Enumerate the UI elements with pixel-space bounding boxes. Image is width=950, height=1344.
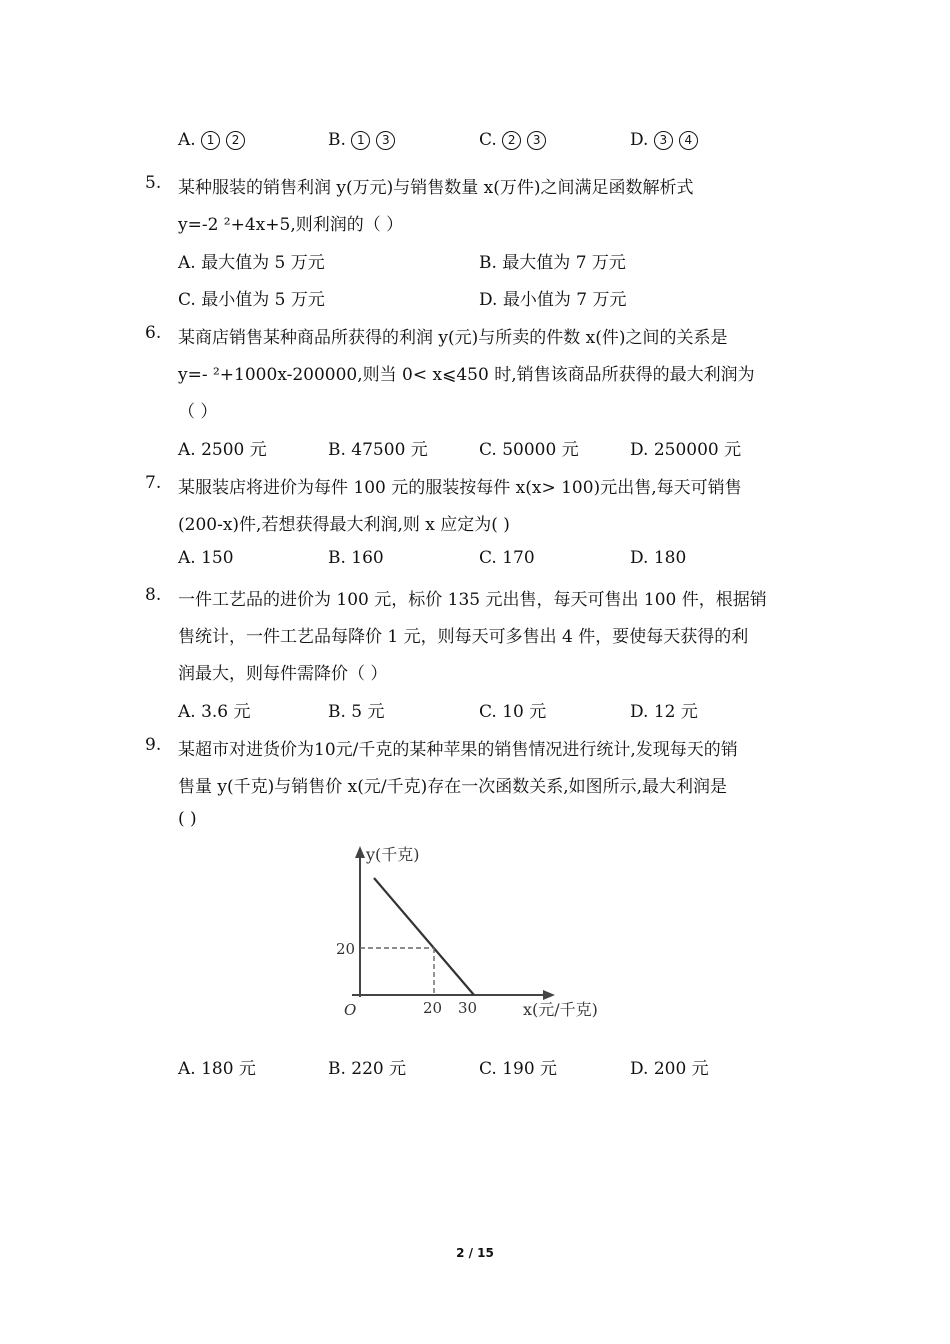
q8-option-b: B. 5 元 [328, 702, 385, 722]
q9-option-a: A. 180 元 [178, 1059, 256, 1079]
q9-number: 9. [145, 735, 162, 755]
x-tick-20: 20 [423, 999, 443, 1017]
option-letter: C. [479, 130, 497, 150]
circled-number: 3 [654, 131, 673, 150]
q4-option-b [328, 130, 401, 150]
q6-option-a: A. 2500 元 [178, 440, 267, 460]
q5-number: 5. [145, 173, 162, 193]
q6-option-c: C. 50000 元 [479, 440, 579, 460]
circled-number: 3 [527, 131, 546, 150]
option-letter: A. [178, 130, 196, 150]
x-tick-30: 30 [458, 999, 478, 1017]
sales-line [374, 878, 474, 995]
circled-number: 1 [351, 131, 370, 150]
circled-number: 4 [679, 131, 698, 150]
q9-stem-line3: ( ) [178, 809, 197, 829]
q5-option-b: B. 最大值为 7 万元 [479, 253, 626, 273]
q7-option-d: D. 180 [630, 548, 687, 568]
q5-option-c: C. 最小值为 5 万元 [178, 290, 325, 310]
q9-stem-line2: 售量 y(千克)与销售价 x(元/千克)存在一次函数关系,如图所示,最大利润是 [178, 777, 728, 797]
q6-stem-line3: （ ） [178, 402, 218, 422]
circled-number: 2 [226, 131, 245, 150]
q7-option-a: A. 150 [178, 548, 234, 568]
q8-stem-line3: 润最大，则每件需降价（ ） [178, 664, 388, 684]
q7-option-b: B. 160 [328, 548, 384, 568]
q9-option-d: D. 200 元 [630, 1059, 709, 1079]
x-axis-label: x(元/千克) [523, 1000, 598, 1019]
circled-number: 1 [201, 131, 220, 150]
q8-option-a: A. 3.6 元 [178, 702, 251, 722]
q4-option-d [630, 130, 704, 150]
q6-option-d: D. 250000 元 [630, 440, 742, 460]
q8-option-d: D. 12 元 [630, 702, 698, 722]
option-letter: B. [328, 130, 346, 150]
q7-option-c: C. 170 [479, 548, 535, 568]
q9-option-b: B. 220 元 [328, 1059, 407, 1079]
q9-stem-line1: 某超市对进货价为10元/千克的某种苹果的销售情况进行统计,发现每天的销 [178, 740, 738, 760]
q4-option-c [479, 130, 552, 150]
q8-stem-line1: 一件工艺品的进价为 100 元，标价 135 元出售，每天可售出 100 件，根据销 [178, 590, 767, 610]
q5-stem-line2: y=-2 ²+4x+5,则利润的（ ） [178, 215, 404, 235]
q9-option-c: C. 190 元 [479, 1059, 558, 1079]
circled-number: 3 [376, 131, 395, 150]
q4-option-a [178, 130, 251, 150]
q6-number: 6. [145, 323, 162, 343]
page-number: 2 / 15 [456, 1246, 494, 1260]
q6-stem-line2: y=- ²+1000x-200000,则当 0< x⩽450 时,销售该商品所获得的最大利润为 [178, 365, 755, 385]
q8-number: 8. [145, 585, 162, 605]
y-tick-20: 20 [336, 940, 356, 958]
q5-option-d: D. 最小值为 7 万元 [479, 290, 627, 310]
origin-label: O [344, 1001, 357, 1019]
q7-number: 7. [145, 473, 162, 493]
q5-option-a: A. 最大值为 5 万元 [178, 253, 325, 273]
q9-graph [330, 840, 620, 1040]
y-axis-arrow [355, 846, 365, 858]
option-letter: D. [630, 130, 649, 150]
q8-stem-line2: 售统计，一件工艺品每降价 1 元，则每天可多售出 4 件，要使每天获得的利 [178, 627, 749, 647]
q7-stem-line1: 某服装店将进价为每件 100 元的服装按每件 x(x> 100)元出售,每天可销售 [178, 478, 742, 498]
y-axis-label: y(千克) [366, 845, 420, 864]
q7-stem-line2: (200-x)件,若想获得最大利润,则 x 应定为( ) [178, 515, 510, 535]
q8-option-c: C. 10 元 [479, 702, 547, 722]
circled-number: 2 [502, 131, 521, 150]
q5-stem-line1: 某种服装的销售利润 y(万元)与销售数量 x(万件)之间满足函数解析式 [178, 178, 694, 198]
q6-option-b: B. 47500 元 [328, 440, 428, 460]
x-axis-arrow [543, 990, 555, 1000]
q6-stem-line1: 某商店销售某种商品所获得的利润 y(元)与所卖的件数 x(件)之间的关系是 [178, 328, 728, 348]
